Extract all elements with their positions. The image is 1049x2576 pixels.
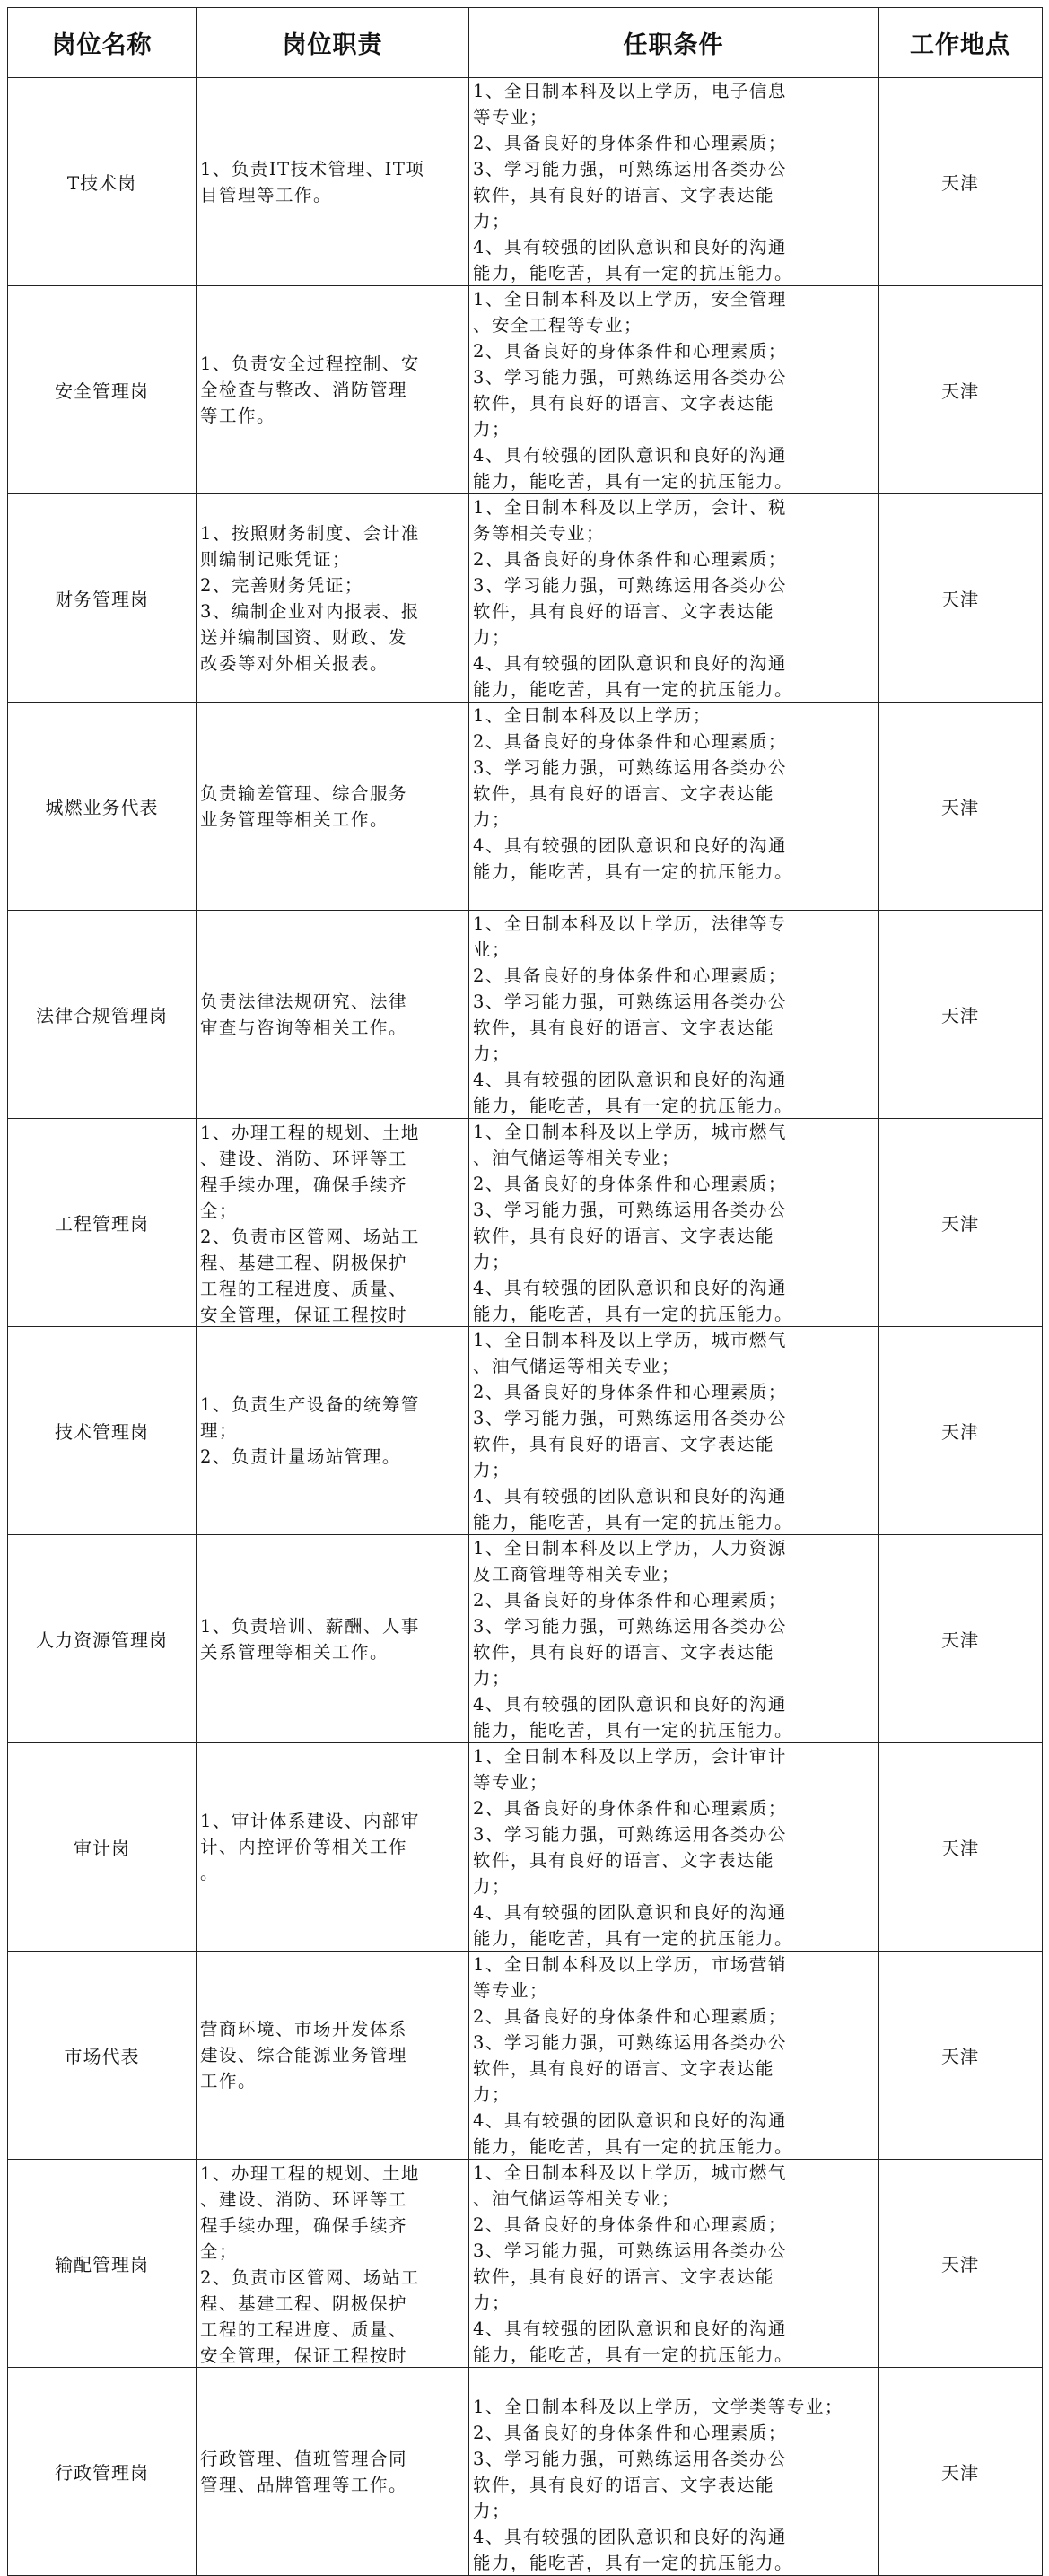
duty-line: 程手续办理，确保手续齐 — [200, 2214, 408, 2236]
work-location-cell: 天津 — [879, 494, 1043, 703]
duty-line: 1、负责生产设备的统筹管 — [200, 1394, 420, 1415]
duty-line: 全； — [200, 2240, 239, 2262]
requirement-line: 能力，能吃苦，具有一定的抗压能力。 — [473, 1096, 794, 1115]
requirement-line: 力； — [473, 2501, 511, 2521]
position-name-cell: 输配管理岗 — [8, 2160, 197, 2368]
requirement-line: 力； — [473, 1252, 511, 1272]
requirement-line: 能力，能吃苦，具有一定的抗压能力。 — [473, 263, 794, 283]
requirement-line: 软件，具有良好的语言、文字表达能 — [473, 2058, 775, 2079]
requirements-cell — [469, 494, 879, 703]
requirement-line: 力； — [473, 1043, 511, 1064]
duty-line: 1、按照财务制度、会计准 — [200, 522, 420, 544]
duty-line: 建设、综合能源业务管理 — [200, 2045, 408, 2065]
requirement-line: 等专业； — [473, 1980, 549, 2001]
requirement-line: 力； — [473, 2084, 511, 2105]
position-name-cell: 城燃业务代表 — [8, 703, 197, 911]
table-body — [8, 78, 1043, 2576]
requirement-line: 1、全日制本科及以上学历，安全管理 — [473, 289, 787, 310]
requirement-line: 3、学习能力强，可熟练运用各类办公 — [473, 2240, 787, 2261]
duty-line: 关系管理等相关工作。 — [200, 1641, 389, 1663]
work-location-cell: 天津 — [879, 286, 1043, 494]
duty-line: 等工作。 — [200, 406, 276, 426]
position-duties-cell — [197, 1327, 469, 1535]
duty-line: 审查与咨询等相关工作。 — [200, 1017, 408, 1038]
duty-line: 程、基建工程、阴极保护 — [200, 2292, 408, 2314]
duty-line: 负责输差管理、综合服务 — [200, 782, 408, 804]
requirement-line: 软件，具有良好的语言、文字表达能 — [473, 1850, 775, 1871]
duty-line: 送并编制国资、财政、发 — [200, 626, 408, 648]
duty-line: 1、负责安全过程控制、安 — [200, 354, 420, 374]
requirement-line: 4、具有较强的团队意识和良好的沟通 — [473, 1070, 787, 1090]
work-location-cell: 天津 — [879, 2160, 1043, 2368]
position-duties-cell — [197, 703, 469, 911]
position-name-cell: 财务管理岗 — [8, 494, 197, 703]
requirement-line: 、油气储运等相关专业； — [473, 1148, 681, 1168]
requirements-cell — [469, 1743, 879, 1952]
table-row — [8, 1743, 1043, 1952]
requirement-line: 、油气储运等相关专业； — [473, 1356, 681, 1376]
position-duties-cell — [197, 1535, 469, 1743]
duty-line: 负责法律法规研究、法律 — [200, 991, 408, 1012]
work-location-cell: 天津 — [879, 911, 1043, 1119]
requirement-line: 2、具备良好的身体条件和心理素质； — [473, 2423, 787, 2443]
header-requirements: 任职条件 — [469, 8, 879, 78]
requirement-line: 2、具备良好的身体条件和心理素质； — [473, 1590, 787, 1611]
requirements-cell — [469, 1327, 879, 1535]
requirement-line: 力； — [473, 1668, 511, 1689]
requirement-line: 能力，能吃苦，具有一定的抗压能力。 — [473, 1304, 794, 1323]
requirement-line: 业； — [473, 939, 511, 960]
duty-line: 全； — [200, 1200, 239, 1221]
requirement-line: 务等相关专业； — [473, 523, 606, 544]
requirement-line: 软件，具有良好的语言、文字表达能 — [473, 1017, 775, 1038]
requirement-line: 1、全日制本科及以上学历，会计审计 — [473, 1746, 787, 1767]
work-location-cell: 天津 — [879, 1119, 1043, 1327]
header-position-name: 岗位名称 — [8, 8, 197, 78]
requirements-cell — [469, 2160, 879, 2368]
duty-line: 工程的工程进度、质量、 — [200, 1278, 408, 1299]
requirement-line: 能力，能吃苦，具有一定的抗压能力。 — [473, 471, 794, 491]
table-row — [8, 494, 1043, 703]
duty-line: 全检查与整改、消防管理 — [200, 380, 408, 400]
requirement-line: 4、具有较强的团队意识和良好的沟通 — [473, 2318, 787, 2339]
position-duties-cell — [197, 286, 469, 494]
position-name-cell: T技术岗 — [8, 78, 197, 286]
duty-line: 计、内控评价等相关工作 — [200, 1837, 408, 1857]
duty-line: 1、审计体系建设、内部审 — [200, 1811, 420, 1831]
work-location-cell: 天津 — [879, 703, 1043, 911]
table-row — [8, 2368, 1043, 2576]
requirement-line: 软件，具有良好的语言、文字表达能 — [473, 393, 775, 414]
duty-line: 则编制记账凭证； — [200, 548, 352, 570]
requirement-line: 1、全日制本科及以上学历，法律等专 — [473, 913, 787, 934]
work-location-cell: 天津 — [879, 1535, 1043, 1743]
requirements-cell — [469, 1535, 879, 1743]
position-name-cell: 审计岗 — [8, 1743, 197, 1952]
duty-line: 改委等对外相关报表。 — [200, 652, 389, 674]
requirement-line: 4、具有较强的团队意识和良好的沟通 — [473, 1694, 787, 1715]
requirement-line: 能力，能吃苦，具有一定的抗压能力。 — [473, 1928, 794, 1948]
table-row — [8, 2160, 1043, 2368]
table-row — [8, 911, 1043, 1119]
requirement-line: 2、具备良好的身体条件和心理素质； — [473, 1798, 787, 1819]
requirement-line: 软件，具有良好的语言、文字表达能 — [473, 1642, 775, 1663]
requirement-line: 1、全日制本科及以上学历，城市燃气 — [473, 1330, 787, 1350]
requirement-line: 软件，具有良好的语言、文字表达能 — [473, 1226, 775, 1246]
requirement-line: 软件，具有良好的语言、文字表达能 — [473, 185, 775, 205]
requirement-line: 能力，能吃苦，具有一定的抗压能力。 — [473, 1720, 794, 1740]
requirement-line: 1、全日制本科及以上学历； — [473, 705, 712, 726]
position-duties-cell — [197, 911, 469, 1119]
duty-line: 1、负责IT技术管理、IT项 — [200, 158, 425, 179]
requirement-line: 4、具有较强的团队意识和良好的沟通 — [473, 445, 787, 466]
duty-line: 工作。 — [200, 2071, 258, 2091]
duty-line: 、建设、消防、环评等工 — [200, 1148, 408, 1169]
requirement-line: 等专业； — [473, 107, 549, 127]
requirement-line: 软件，具有良好的语言、文字表达能 — [473, 2266, 775, 2287]
duty-line: 程、基建工程、阴极保护 — [200, 1252, 408, 1273]
requirement-line: 4、具有较强的团队意识和良好的沟通 — [473, 1902, 787, 1923]
work-location-cell: 天津 — [879, 1952, 1043, 2160]
requirement-line: 软件，具有良好的语言、文字表达能 — [473, 1434, 775, 1454]
requirement-line: 1、全日制本科及以上学历，市场营销 — [473, 1954, 787, 1975]
duty-line: 程手续办理，确保手续齐 — [200, 1174, 408, 1195]
position-name-cell: 人力资源管理岗 — [8, 1535, 197, 1743]
duty-line: 理； — [200, 1420, 239, 1441]
requirement-line: 2、具备良好的身体条件和心理素质； — [473, 549, 787, 570]
table-row — [8, 1952, 1043, 2160]
requirement-line: 4、具有较强的团队意识和良好的沟通 — [473, 2527, 787, 2547]
duty-line: 1、办理工程的规划、土地 — [200, 2162, 420, 2184]
position-duties-cell — [197, 1119, 469, 1327]
duty-line: 业务管理等相关工作。 — [200, 808, 389, 830]
duty-line: 行政管理、值班管理合同 — [200, 2448, 408, 2469]
table-row — [8, 1535, 1043, 1743]
requirement-line: 3、学习能力强，可熟练运用各类办公 — [473, 2449, 787, 2469]
duty-line: 目管理等工作。 — [200, 184, 333, 205]
position-name-cell: 行政管理岗 — [8, 2368, 197, 2576]
duty-line: 2、完善财务凭证； — [200, 574, 363, 596]
requirement-line: 软件，具有良好的语言、文字表达能 — [473, 601, 775, 622]
requirement-line: 3、学习能力强，可熟练运用各类办公 — [473, 757, 787, 778]
table-row — [8, 286, 1043, 494]
requirement-line: 及工商管理等相关专业； — [473, 1564, 681, 1585]
requirements-cell — [469, 703, 879, 911]
requirement-line: 2、具备良好的身体条件和心理素质； — [473, 965, 787, 986]
requirement-line: 软件，具有良好的语言、文字表达能 — [473, 2475, 775, 2495]
requirement-line: 1、全日制本科及以上学历，人力资源 — [473, 1538, 787, 1559]
position-name-cell: 安全管理岗 — [8, 286, 197, 494]
requirement-line: 力； — [473, 211, 511, 231]
header-position-duties: 岗位职责 — [197, 8, 469, 78]
requirement-line: 力； — [473, 809, 511, 830]
header-work-location: 工作地点 — [879, 8, 1043, 78]
requirement-line: 3、学习能力强，可熟练运用各类办公 — [473, 575, 787, 596]
position-name-cell: 工程管理岗 — [8, 1119, 197, 1327]
table-header-row — [8, 8, 1043, 78]
requirement-line: 能力，能吃苦，具有一定的抗压能力。 — [473, 2345, 794, 2364]
work-location-cell: 天津 — [879, 1327, 1043, 1535]
position-duties-cell — [197, 2160, 469, 2368]
requirement-line: 力； — [473, 1876, 511, 1897]
duty-line: 。 — [200, 1863, 220, 1883]
table-row — [8, 1327, 1043, 1535]
requirement-line: 能力，能吃苦，具有一定的抗压能力。 — [473, 2553, 794, 2572]
requirement-line: 4、具有较强的团队意识和良好的沟通 — [473, 237, 787, 258]
requirement-line: 3、学习能力强，可熟练运用各类办公 — [473, 159, 787, 179]
requirements-cell — [469, 1119, 879, 1327]
requirement-line: 3、学习能力强，可熟练运用各类办公 — [473, 1408, 787, 1428]
duty-line: 2、负责市区管网、场站工 — [200, 2266, 420, 2288]
requirement-line: 2、具备良好的身体条件和心理素质； — [473, 731, 787, 752]
table-row — [8, 1119, 1043, 1327]
requirement-line: 等专业； — [473, 1772, 549, 1793]
requirement-line: 能力，能吃苦，具有一定的抗压能力。 — [473, 1512, 794, 1532]
position-duties-cell — [197, 78, 469, 286]
requirement-line: 力； — [473, 627, 511, 648]
requirement-line: 4、具有较强的团队意识和良好的沟通 — [473, 653, 787, 674]
requirements-cell — [469, 78, 879, 286]
requirement-line: 4、具有较强的团队意识和良好的沟通 — [473, 1278, 787, 1298]
requirement-line: 1、全日制本科及以上学历，电子信息 — [473, 81, 787, 101]
work-location-cell: 天津 — [879, 78, 1043, 286]
work-location-cell: 天津 — [879, 2368, 1043, 2576]
requirement-line: 1、全日制本科及以上学历，城市燃气 — [473, 1122, 787, 1142]
requirement-line: 2、具备良好的身体条件和心理素质； — [473, 1174, 787, 1194]
requirement-line: 软件，具有良好的语言、文字表达能 — [473, 783, 775, 804]
requirement-line: 4、具有较强的团队意识和良好的沟通 — [473, 1486, 787, 1506]
requirement-line: 3、学习能力强，可熟练运用各类办公 — [473, 991, 787, 1012]
requirement-line: 能力，能吃苦，具有一定的抗压能力。 — [473, 679, 794, 699]
requirements-cell — [469, 1952, 879, 2160]
table-row — [8, 78, 1043, 286]
requirement-line: 2、具备良好的身体条件和心理素质； — [473, 2214, 787, 2235]
position-duties-cell — [197, 1743, 469, 1952]
requirement-line: 4、具有较强的团队意识和良好的沟通 — [473, 2110, 787, 2131]
duty-line: 2、负责市区管网、场站工 — [200, 1226, 420, 1247]
requirement-line: 能力，能吃苦，具有一定的抗压能力。 — [473, 861, 794, 882]
requirement-line: 、油气储运等相关专业； — [473, 2188, 681, 2209]
requirement-line: 力； — [473, 419, 511, 440]
requirement-line: 力； — [473, 1460, 511, 1480]
duty-line: 工程的工程进度、质量、 — [200, 2318, 408, 2340]
duty-line: 3、编制企业对内报表、报 — [200, 600, 420, 622]
position-duties-cell — [197, 1952, 469, 2160]
requirement-line: 1、全日制本科及以上学历，城市燃气 — [473, 2162, 787, 2183]
duty-line: 、建设、消防、环评等工 — [200, 2188, 408, 2210]
position-name-cell: 技术管理岗 — [8, 1327, 197, 1535]
table-row — [8, 703, 1043, 911]
requirement-line: 1、全日制本科及以上学历，文学类等专业； — [473, 2397, 844, 2417]
requirement-line: 3、学习能力强，可熟练运用各类办公 — [473, 367, 787, 388]
position-name-cell: 市场代表 — [8, 1952, 197, 2160]
requirement-line: 2、具备良好的身体条件和心理素质； — [473, 341, 787, 362]
requirement-line: 3、学习能力强，可熟练运用各类办公 — [473, 1616, 787, 1637]
requirements-cell — [469, 2368, 879, 2576]
position-duties-cell — [197, 2368, 469, 2576]
duty-line: 安全管理，保证工程按时 — [200, 2345, 408, 2366]
requirement-line: 3、学习能力强，可熟练运用各类办公 — [473, 1200, 787, 1220]
work-location-cell: 天津 — [879, 1743, 1043, 1952]
position-duties-cell — [197, 494, 469, 703]
duty-line: 1、负责培训、薪酬、人事 — [200, 1615, 420, 1637]
requirement-line: 4、具有较强的团队意识和良好的沟通 — [473, 835, 787, 856]
requirement-line: 2、具备良好的身体条件和心理素质； — [473, 133, 787, 153]
job-positions-table — [7, 7, 1043, 2576]
requirement-line: 3、学习能力强，可熟练运用各类办公 — [473, 2032, 787, 2053]
requirement-line: 力； — [473, 2292, 511, 2313]
requirement-line: 2、具备良好的身体条件和心理素质； — [473, 2006, 787, 2027]
duty-line: 安全管理，保证工程按时 — [200, 1304, 408, 1325]
position-name-cell: 法律合规管理岗 — [8, 911, 197, 1119]
requirement-line: 1、全日制本科及以上学历，会计、税 — [473, 497, 787, 518]
requirement-line: 、安全工程等专业； — [473, 315, 643, 336]
duty-line: 1、办理工程的规划、土地 — [200, 1122, 420, 1143]
requirement-line: 2、具备良好的身体条件和心理素质； — [473, 1382, 787, 1402]
requirement-line: 3、学习能力强，可熟练运用各类办公 — [473, 1824, 787, 1845]
requirement-line: 能力，能吃苦，具有一定的抗压能力。 — [473, 2136, 794, 2156]
duty-line: 营商环境、市场开发体系 — [200, 2019, 408, 2039]
requirements-cell — [469, 286, 879, 494]
duty-line: 管理、品牌管理等工作。 — [200, 2474, 408, 2495]
duty-line: 2、负责计量场站管理。 — [200, 1446, 401, 1467]
requirements-cell — [469, 911, 879, 1119]
